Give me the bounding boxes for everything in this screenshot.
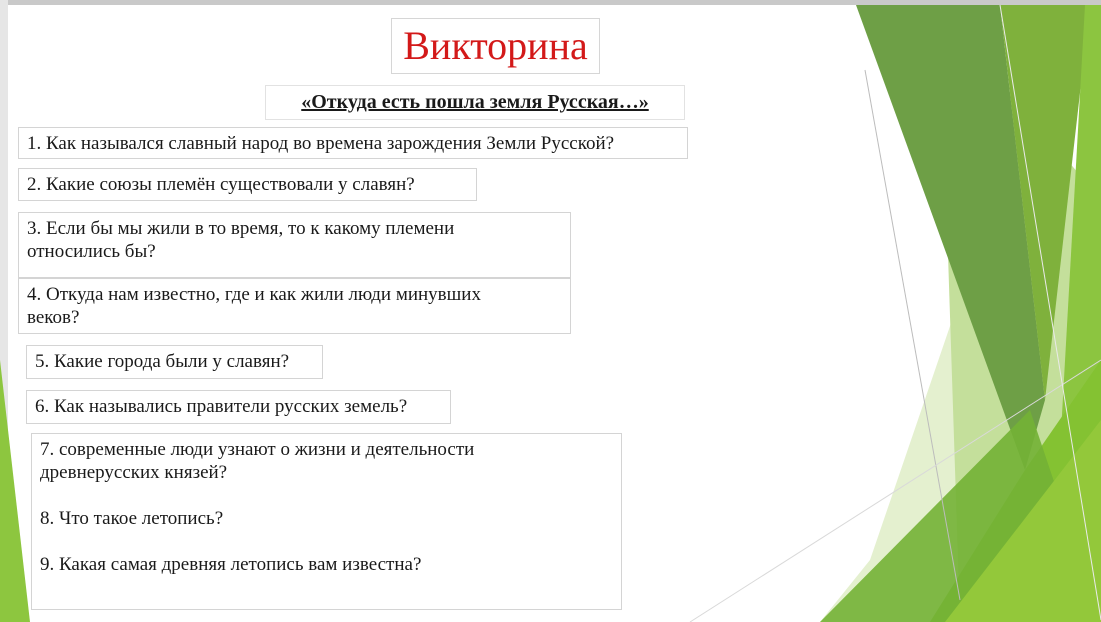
- question-6-box: [26, 390, 451, 424]
- question-4-box: [18, 278, 571, 334]
- question-5: 5. Какие города были у славян?: [35, 351, 290, 372]
- question-5-box: [26, 345, 323, 379]
- question-1-box: [18, 127, 688, 159]
- slide-title: Викторина: [391, 18, 600, 74]
- question-2-box: [18, 168, 477, 201]
- question-3-box: [18, 212, 571, 278]
- question-6: 6. Как назывались правители русских земель?: [35, 396, 408, 417]
- question-1: 1. Как назывался славный народ во времена зарождения Земли Русской?: [27, 133, 615, 154]
- question-8: 8. Что такое летопись?: [40, 508, 224, 529]
- question-7: 7. современные люди узнают о жизни и деятельности древнерусских князей?: [40, 439, 475, 483]
- spacer: [40, 530, 531, 553]
- question-2: 2. Какие союзы племён существовали у славян?: [27, 174, 415, 195]
- questions-7-9-box: [31, 433, 622, 610]
- slide-subtitle: «Откуда есть пошла земля Русская…»: [265, 85, 685, 120]
- question-9: 9. Какая самая древняя летопись вам известна?: [40, 554, 422, 575]
- spacer: [40, 484, 531, 507]
- question-3: 3. Если бы мы жили в то время, то к какому племени относились бы?: [27, 218, 455, 262]
- question-4: 4. Откуда нам известно, где и как жили люди минувших веков?: [27, 284, 481, 328]
